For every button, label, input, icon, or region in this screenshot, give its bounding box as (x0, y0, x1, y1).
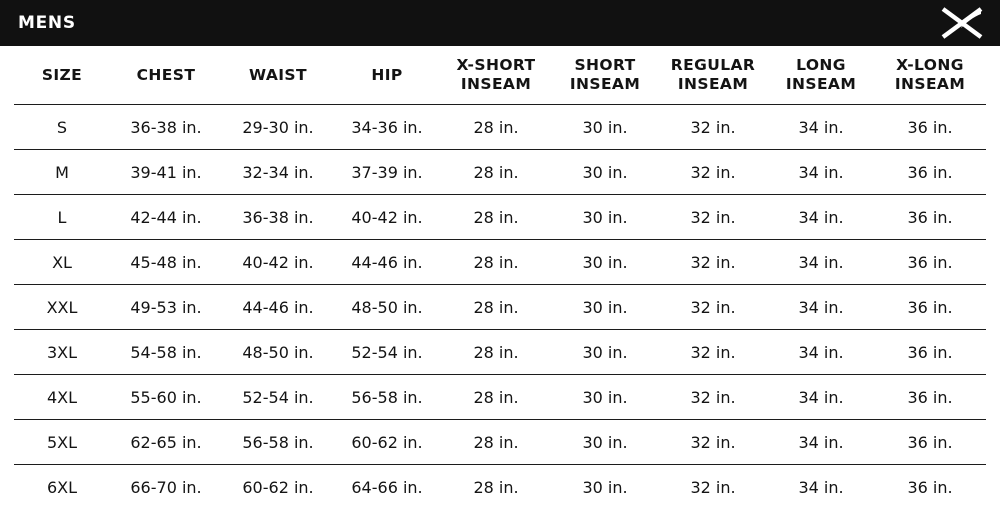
cell-chest: 36-38 in. (110, 105, 222, 150)
table-row (14, 285, 986, 330)
cell-x-long-inseam: 36 in. (874, 195, 986, 240)
cell-regular-inseam: 32 in. (658, 150, 768, 195)
cell-regular-inseam: 32 in. (658, 420, 768, 465)
table-row (14, 420, 986, 465)
cell-x-long-inseam: 36 in. (874, 465, 986, 509)
table-header-row (14, 46, 986, 105)
cell-x-short-inseam: 28 in. (440, 330, 552, 375)
column-header-chest: CHEST (110, 46, 222, 105)
cell-x-short-inseam: 28 in. (440, 285, 552, 330)
cell-waist: 32-34 in. (222, 150, 334, 195)
column-header-x-short-inseam: X-SHORT INSEAM (440, 46, 552, 105)
cell-chest: 55-60 in. (110, 375, 222, 420)
cell-regular-inseam: 32 in. (658, 240, 768, 285)
cell-long-inseam: 34 in. (768, 240, 874, 285)
x-brand-logo-icon (940, 6, 984, 40)
cell-regular-inseam: 32 in. (658, 465, 768, 509)
cell-x-long-inseam: 36 in. (874, 375, 986, 420)
cell-short-inseam: 30 in. (552, 240, 658, 285)
cell-short-inseam: 30 in. (552, 420, 658, 465)
cell-x-short-inseam: 28 in. (440, 375, 552, 420)
column-header-regular-inseam: REGULAR INSEAM (658, 46, 768, 105)
cell-chest: 54-58 in. (110, 330, 222, 375)
cell-regular-inseam: 32 in. (658, 195, 768, 240)
cell-short-inseam: 30 in. (552, 330, 658, 375)
cell-short-inseam: 30 in. (552, 150, 658, 195)
cell-x-long-inseam: 36 in. (874, 240, 986, 285)
cell-waist: 40-42 in. (222, 240, 334, 285)
column-header-hip: HIP (334, 46, 440, 105)
cell-long-inseam: 34 in. (768, 150, 874, 195)
cell-size: 6XL (14, 465, 110, 509)
cell-x-short-inseam: 28 in. (440, 240, 552, 285)
cell-hip: 60-62 in. (334, 420, 440, 465)
table-header-row-group (14, 46, 986, 105)
cell-short-inseam: 30 in. (552, 285, 658, 330)
cell-waist: 29-30 in. (222, 105, 334, 150)
cell-x-short-inseam: 28 in. (440, 105, 552, 150)
cell-short-inseam: 30 in. (552, 105, 658, 150)
cell-waist: 60-62 in. (222, 465, 334, 509)
cell-hip: 52-54 in. (334, 330, 440, 375)
cell-chest: 42-44 in. (110, 195, 222, 240)
cell-regular-inseam: 32 in. (658, 105, 768, 150)
cell-x-long-inseam: 36 in. (874, 330, 986, 375)
cell-long-inseam: 34 in. (768, 105, 874, 150)
cell-x-long-inseam: 36 in. (874, 105, 986, 150)
cell-chest: 49-53 in. (110, 285, 222, 330)
cell-hip: 40-42 in. (334, 195, 440, 240)
cell-short-inseam: 30 in. (552, 195, 658, 240)
size-chart-table (14, 46, 986, 509)
page-header (0, 0, 1000, 46)
cell-short-inseam: 30 in. (552, 465, 658, 509)
cell-short-inseam: 30 in. (552, 375, 658, 420)
cell-x-long-inseam: 36 in. (874, 150, 986, 195)
cell-hip: 56-58 in. (334, 375, 440, 420)
cell-hip: 34-36 in. (334, 105, 440, 150)
table-row (14, 330, 986, 375)
cell-x-long-inseam: 36 in. (874, 420, 986, 465)
cell-regular-inseam: 32 in. (658, 285, 768, 330)
cell-size: S (14, 105, 110, 150)
cell-long-inseam: 34 in. (768, 285, 874, 330)
cell-waist: 44-46 in. (222, 285, 334, 330)
page-title: MENS (18, 13, 76, 33)
cell-x-short-inseam: 28 in. (440, 195, 552, 240)
column-header-short-inseam: SHORT INSEAM (552, 46, 658, 105)
cell-hip: 37-39 in. (334, 150, 440, 195)
cell-waist: 36-38 in. (222, 195, 334, 240)
cell-long-inseam: 34 in. (768, 465, 874, 509)
column-header-x-long-inseam: X-LONG INSEAM (874, 46, 986, 105)
table-row (14, 150, 986, 195)
column-header-size: SIZE (14, 46, 110, 105)
cell-x-short-inseam: 28 in. (440, 420, 552, 465)
table-row (14, 240, 986, 285)
table-row (14, 375, 986, 420)
cell-long-inseam: 34 in. (768, 420, 874, 465)
cell-waist: 56-58 in. (222, 420, 334, 465)
size-table-container (0, 46, 1000, 509)
table-body (14, 105, 986, 509)
table-row (14, 195, 986, 240)
cell-hip: 44-46 in. (334, 240, 440, 285)
table-row (14, 465, 986, 509)
cell-size: M (14, 150, 110, 195)
cell-size: 5XL (14, 420, 110, 465)
cell-chest: 39-41 in. (110, 150, 222, 195)
cell-size: 3XL (14, 330, 110, 375)
cell-hip: 48-50 in. (334, 285, 440, 330)
cell-size: 4XL (14, 375, 110, 420)
table-row (14, 105, 986, 150)
cell-waist: 48-50 in. (222, 330, 334, 375)
cell-chest: 62-65 in. (110, 420, 222, 465)
cell-waist: 52-54 in. (222, 375, 334, 420)
cell-size: L (14, 195, 110, 240)
cell-long-inseam: 34 in. (768, 330, 874, 375)
cell-hip: 64-66 in. (334, 465, 440, 509)
column-header-long-inseam: LONG INSEAM (768, 46, 874, 105)
cell-long-inseam: 34 in. (768, 195, 874, 240)
cell-chest: 45-48 in. (110, 240, 222, 285)
cell-size: XL (14, 240, 110, 285)
cell-x-short-inseam: 28 in. (440, 150, 552, 195)
cell-long-inseam: 34 in. (768, 375, 874, 420)
cell-size: XXL (14, 285, 110, 330)
cell-regular-inseam: 32 in. (658, 375, 768, 420)
column-header-waist: WAIST (222, 46, 334, 105)
cell-chest: 66-70 in. (110, 465, 222, 509)
cell-regular-inseam: 32 in. (658, 330, 768, 375)
cell-x-long-inseam: 36 in. (874, 285, 986, 330)
cell-x-short-inseam: 28 in. (440, 465, 552, 509)
